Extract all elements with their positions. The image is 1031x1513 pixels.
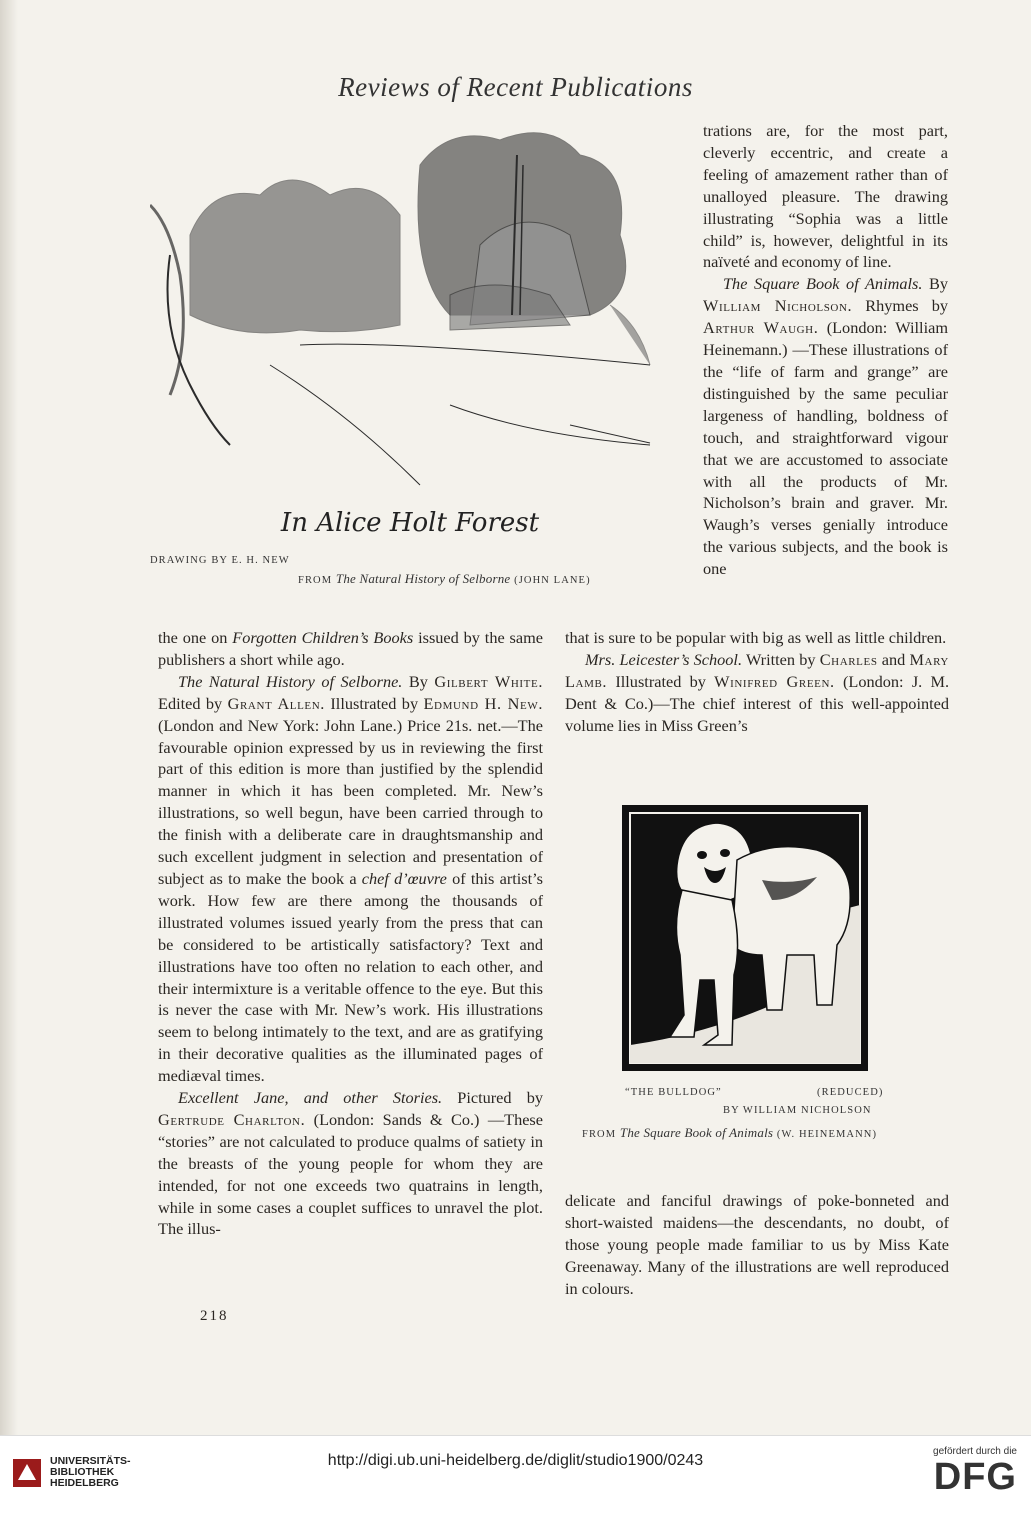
figure1-caption-line2: FROM The Natural History of Selborne (JOHN LANE): [298, 571, 591, 586]
dfg-logo-text: DFG: [933, 1456, 1017, 1498]
review-square-book: The Square Book of Animals. By William Nicholson. Rhymes by Arthur Waugh. (London: William Heinemann.) —These illustrations of the “life of farm and grange” are distinguished by the same peculiar largeness of handling, boldness of touch, and straightforward vigour that we are accustomed to associate with all the products of Mr. Nicholson’s brain and graver. Mr. Waugh’s verses genially introduce the various subjects, and the book is one: [703, 274, 948, 579]
right-column-bottom: [565, 1190, 949, 1300]
left-column: [158, 627, 543, 1240]
page-spine-shadow: [0, 0, 18, 1435]
figure1-handwritten-title: In Alice Holt Forest: [280, 508, 540, 538]
library-name: UNIVERSITÄTS- BIBLIOTHEK HEIDELBERG: [50, 1455, 131, 1489]
figure2-caption-line2: BY WILLIAM NICHOLSON: [723, 1105, 872, 1116]
bulldog-woodcut: [622, 805, 868, 1071]
figure1-caption-line1: DRAWING BY E. H. NEW: [150, 555, 290, 566]
review-natural-history: The Natural History of Selborne. By Gilbert White. Edited by Grant Allen. Illustrated by Edmund H. New. (London and New York: John Lane.) Price 21s. net.—The favourable opinion expressed by us in reviewing the first part of this edition is more than justified by the splendid manner in which it has been completed. Mr. New’s illustrations, so well begun, have been carried through to the finish with a deliberate care in draughtsmanship and such excellent judgment in selection and presentation of subject as to make the book a chef d’œuvre of this artist’s work. How few are there among the thousands of illustrated volumes issued yearly from the press that can be considered to be artistically satisfactory? Text and illustrations have too often no relation to each other, and their intermixture is a veritable offence to the eye. But this is never the case with Mr. New’s work. His illustrations seem to belong intimately to the text, and are as gratifying in their decorative qualities as the illuminated pages of mediæval times.: [158, 671, 544, 1086]
right-column-top: [703, 120, 948, 580]
page-number: 218: [200, 1308, 229, 1324]
permalink-url[interactable]: http://digi.ub.uni-heidelberg.de/diglit/studio1900/0243: [327, 1452, 704, 1469]
paragraph-continuation: trations are, for the most part, cleverly eccentric, and create a feeling of amazement rather than of unalloyed pleasure. The drawing illustrating “Sophia was a little child” is, however, delightful in its naïveté and economy of line.: [703, 121, 948, 272]
review-mrs-leicester: Mrs. Leicester’s School. Written by Charles and Mary Lamb. Illustrated by Winifred Green. (London: J. M. Dent & Co.)—The chief interest of this well-appointed volume lies in Miss Green’s: [565, 649, 950, 735]
right-column-middle: [565, 627, 949, 737]
review-excellent-jane: Excellent Jane, and other Stories. Pictured by Gertrude Charlton. (London: Sands & Co.) —These “stories” are not calculated to produce qualms of satiety in the breasts of the young people for whom they are intended, for not one exceeds two quatrains in length, while in some cases a couplet suffices to unravel the plot. The illus-: [158, 1088, 544, 1239]
figure2-caption-reduced: (REDUCED): [817, 1087, 884, 1098]
sponsor-logo[interactable]: [907, 1446, 1017, 1497]
sponsor-text: gefördert durch die: [933, 1446, 1017, 1457]
paragraph-greenaway: delicate and fanciful drawings of poke-bonneted and short-waisted maidens—the descendants, no doubt, of those young people made familiar to us by Miss Kate Greenaway. Many of the illustrations are well reproduced in colours.: [565, 1191, 949, 1298]
running-head: Reviews of Recent Publications: [338, 72, 693, 102]
paragraph-forgotten-books: the one on Forgotten Children’s Books issued by the same publishers a short while ago.: [158, 628, 543, 669]
paragraph-continuation-2: that is sure to be popular with big as well as little children.: [565, 628, 947, 647]
figure2-caption-line1: “THE BULLDOG”: [625, 1087, 722, 1098]
forest-drawing: [150, 125, 670, 500]
footer-bar: [0, 1435, 1031, 1513]
figure2-caption-line3: FROM The Square Book of Animals (W. HEINEMANN): [582, 1125, 878, 1140]
